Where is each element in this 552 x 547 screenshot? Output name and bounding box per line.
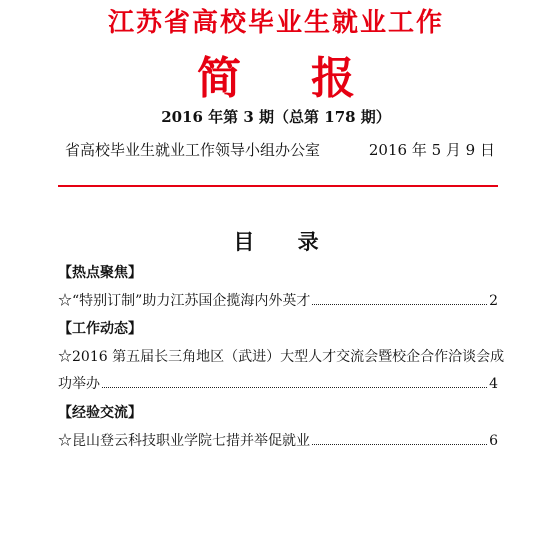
toc-entry-page: 2 bbox=[489, 293, 498, 309]
toc-entry[interactable] bbox=[58, 430, 498, 450]
toc-entry-page: 4 bbox=[489, 376, 498, 392]
toc-heading: 目 录 bbox=[233, 229, 337, 254]
toc-entry-text[interactable]: ☆“特别订制”助力江苏国企揽海内外英才 bbox=[58, 293, 311, 309]
toc-entry-text[interactable]: 功举办 bbox=[58, 376, 100, 392]
publisher-name: 省高校毕业生就业工作领导小组办公室 bbox=[65, 141, 321, 159]
toc-entry-text[interactable]: ☆昆山登云科技职业学院七措并举促就业 bbox=[58, 433, 310, 449]
toc-entry-page: 6 bbox=[489, 433, 498, 449]
toc-section-work-news: 【工作动态】 bbox=[58, 321, 142, 337]
toc-leader-dots bbox=[312, 444, 487, 445]
issue-number: 2016 年第 3 期（总第 178 期） bbox=[161, 108, 391, 126]
toc-leader-dots bbox=[312, 304, 487, 305]
toc-section-experience: 【经验交流】 bbox=[58, 405, 142, 421]
toc-entry[interactable] bbox=[58, 373, 498, 393]
toc-entry-text-line1[interactable]: ☆2016 第五届长三角地区（武进）大型人才交流会暨校企合作洽谈会成 bbox=[58, 349, 505, 365]
bulletin-title: 简报 bbox=[197, 53, 425, 104]
toc-section-hotspot: 【热点聚焦】 bbox=[58, 265, 142, 281]
toc-entry[interactable] bbox=[58, 290, 498, 310]
publisher-line bbox=[65, 139, 495, 160]
masthead-title: 江苏省高校毕业生就业工作 bbox=[107, 8, 444, 38]
red-divider bbox=[58, 185, 498, 187]
toc-leader-dots bbox=[102, 387, 487, 388]
publish-date: 2016 年 5 月 9 日 bbox=[368, 141, 495, 159]
